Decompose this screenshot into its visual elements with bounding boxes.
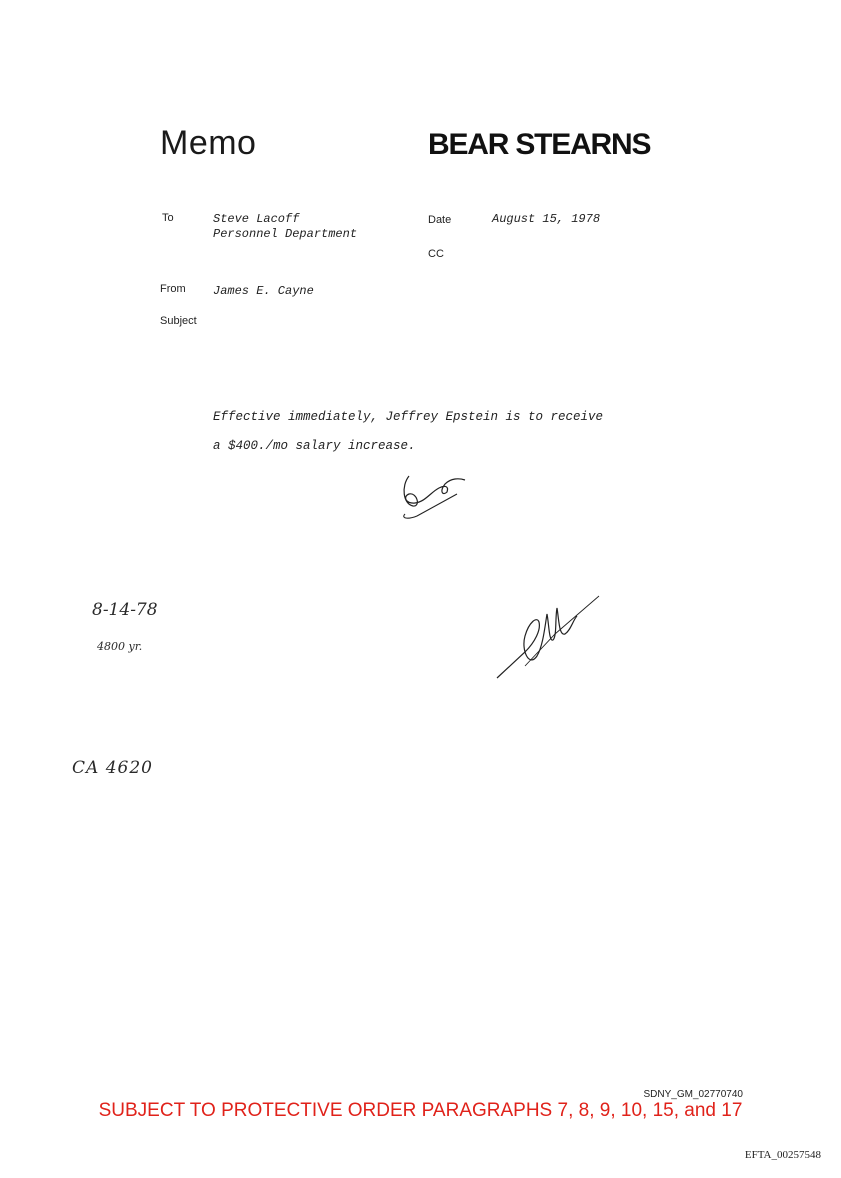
from-label: From (160, 283, 186, 295)
handwritten-ca-number: CA 4620 (72, 758, 153, 778)
protective-order-notice: SUBJECT TO PROTECTIVE ORDER PARAGRAPHS 7, 8, 9, 10, 15, and 17 (98, 1100, 743, 1121)
approval-signature (495, 590, 605, 685)
handwritten-amount: 4800 yr. (97, 640, 143, 653)
date-label: Date (428, 214, 452, 226)
efta-number: EFTA_00257548 (744, 1149, 821, 1161)
body-line-2: a $400./mo salary increase. (213, 439, 416, 453)
to-name: Steve Lacoff (213, 212, 300, 226)
to-department: Personnel Department (213, 227, 358, 241)
body-line-1: Effective immediately, Jeffrey Epstein is to receive (213, 410, 604, 424)
cc-label: CC (428, 248, 444, 260)
brand-logo: BEAR STEARNS (428, 128, 651, 161)
initials-signature (395, 470, 475, 530)
date-value: August 15, 1978 (492, 212, 601, 226)
handwritten-date: 8-14-78 (92, 600, 158, 620)
subject-label: Subject (160, 315, 197, 327)
from-value: James E. Cayne (213, 284, 314, 298)
bates-number: SDNY_GM_02770740 (643, 1089, 743, 1100)
memo-title: Memo (160, 124, 257, 162)
to-label: To (162, 212, 174, 224)
